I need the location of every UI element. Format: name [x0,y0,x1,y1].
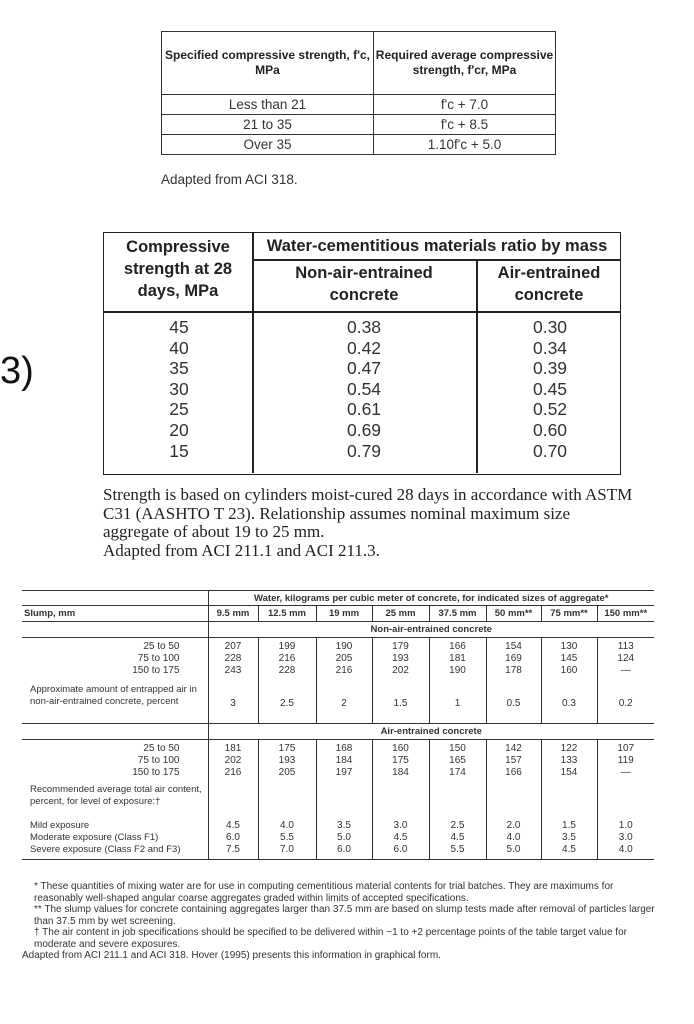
table1-formula-cell: f'c + 7.0 [374,95,556,115]
table3-value-cell: 122 133 154 [541,740,597,784]
table3-value-cell: 1.0 3.0 4.0 [597,820,654,860]
table3-slump-header: Slump, mm [22,606,208,622]
table3-value-cell: 166 181 190 [429,638,486,684]
table2-divider [104,311,620,313]
table3-entrapped-value: 0.3 [541,684,597,724]
table3-blank [22,622,208,638]
table-row [162,115,556,135]
table2-cell: 0.39 [532,358,568,379]
table2-divider [476,260,478,473]
table3-section-non-air: Non-air-entrained concrete [208,622,654,638]
table3-value-cell: 199 216 228 [258,638,316,684]
table1-formula-cell: 1.10f'c + 5.0 [374,135,556,155]
table3-value-cell: 4.5 6.0 7.5 [208,820,258,860]
table2-cell: 0.79 [346,440,382,461]
table3-value-cell: 190 205 216 [316,638,372,684]
table2-header-group: Water-cementitious materials ratio by mass [266,237,608,255]
table2-header-air: Air-entrained concrete [497,264,601,304]
table2-cell: 30 [169,378,189,399]
table3-entrapped-value: 0.2 [597,684,654,724]
table3-entrapped-value: 1.5 [372,684,429,724]
table2-cell: 0.69 [346,419,382,440]
slump-label: 75 to 100 [137,755,180,766]
table2-cell: 0.47 [346,358,382,379]
table2-cell: 0.70 [532,440,568,461]
table2-cell: 0.52 [532,399,568,420]
table-row [22,684,654,724]
table3-size-header: 50 mm** [486,606,541,622]
table3-value-cell: 175 193 205 [258,740,316,784]
table1-formula-cell: f'c + 8.5 [374,115,556,135]
footnote-dagger: † The air content in job specifications should be specified to be delivered within −1 to +2 percentage points of the table target value for moderate and severe exposures. [34,927,627,950]
table1-header-specified [162,32,374,95]
table2-cell: 0.38 [346,317,382,337]
table1-source-note: Adapted from ACI 318. [161,172,298,187]
table3-section-air: Air-entrained concrete [208,724,654,740]
table3-value-cell: 1.5 3.5 4.5 [541,820,597,860]
table3-value-cell: 4.0 5.5 7.0 [258,820,316,860]
table3-blank [22,724,208,740]
table2-cell: 0.45 [532,378,568,399]
table2-strength-column [154,317,204,461]
slump-label: 25 to 50 [143,743,180,754]
footnote-double-star: ** The slump values for concrete containing aggregates larger than 37.5 mm are based on slump tests made after removal of particles larger than 37.5 mm by wet screening. [34,904,655,927]
table1-range-cell: Over 35 [162,135,374,155]
table3-value-cell: 181 202 216 [208,740,258,784]
table3-value-cell: 160 175 184 [372,740,429,784]
table2-cell: 0.42 [346,337,382,358]
table3-entrapped-value: 1 [429,684,486,724]
footnote-star: * These quantities of mixing water are for use in computing cementitious material contents for trial batches. They are maximums for reasonably well-shaped angular coarse aggregates graded within limits of accepted specifications. [34,881,614,904]
table3-recommended-label: Recommended average total air content, percent, for level of exposure:† [30,783,202,807]
table3-value-cell: 2.5 4.5 5.5 [429,820,486,860]
table2-source-text: Adapted from ACI 211.1 and ACI 211.3. [103,540,380,560]
table-row [22,784,654,820]
table1-header-specified-text: Specified compressive strength, f'c, MPa [165,48,370,77]
table3-entrapped-value: 2 [316,684,372,724]
table3-size-header: 9.5 mm [208,606,258,622]
table2-divider [252,233,254,473]
table3-exposure-labels [22,820,208,860]
table3-entrapped-value: 2.5 [258,684,316,724]
footnote-source: Adapted from ACI 211.1 and ACI 318. Hover (1995) presents this information in graphical form. [22,950,441,961]
table2-cell: 25 [169,399,189,420]
table2-note-text: Strength is based on cylinders moist-cured 28 days in accordance with ASTM C31 (AASHTO T 23). Relationship assumes nominal maximum size aggregate of about 19 to 25 mm. [103,485,633,541]
table3-non-air-slumps [22,638,208,684]
table2-header-strength: Compressive strength at 28 days, MPa [123,238,233,300]
required-strength-table [161,31,556,155]
problem-number-label: 3) [0,350,34,392]
table2-cell: 45 [169,317,189,337]
table2-cell: 20 [169,419,189,440]
table-row [162,95,556,115]
table2-cell: 15 [169,440,189,461]
table3-value-cell: 179 193 202 [372,638,429,684]
table3-value-cell: 107 119 — [597,740,654,784]
exposure-label: Moderate exposure (Class F1) [30,831,159,843]
table1-range-cell: Less than 21 [162,95,374,115]
table-row [22,820,654,860]
table3-entrapped-label: Approximate amount of entrapped air in non-air-entrained concrete, percent [22,684,208,724]
table3-value-cell: 3.5 5.0 6.0 [316,820,372,860]
table1-header-required [374,32,556,95]
table-row [162,135,556,155]
table1-range-cell: 21 to 35 [162,115,374,135]
table3-entrapped-value: 0.5 [486,684,541,724]
table3-size-header: 12.5 mm [258,606,316,622]
table2-cell: 40 [169,337,189,358]
table2-cell: 0.54 [346,378,382,399]
table3-size-header: 25 mm [372,606,429,622]
table3-footnotes [22,881,662,962]
mixing-water-table [22,590,654,860]
slump-label: 25 to 50 [143,641,180,652]
table2-note [103,486,633,560]
table2-divider [252,259,620,261]
table3-value-cell: 168 184 197 [316,740,372,784]
table2-header-non-air: Non-air-entrained concrete [295,264,433,304]
table3-size-header: 75 mm** [541,606,597,622]
table3-corner [22,591,208,606]
table3-value-cell: 207 228 243 [208,638,258,684]
table3-value-cell: 142 157 166 [486,740,541,784]
table3-value-cell: 2.0 4.0 5.0 [486,820,541,860]
slump-label: 150 to 175 [132,665,180,676]
table3-value-cell: 3.0 4.5 6.0 [372,820,429,860]
table3-air-slumps [22,740,208,784]
table3-value-cell: 113 124 — [597,638,654,684]
table3-entrapped-value: 3 [208,684,258,724]
table3-size-header: 19 mm [316,606,372,622]
table2-cell: 0.61 [346,399,382,420]
table2-cell: 35 [169,358,189,379]
table3-group-header: Water, kilograms per cubic meter of concrete, for indicated sizes of aggregate* [208,591,654,606]
table3-size-header: 150 mm** [597,606,654,622]
table2-non-air-column [324,317,404,461]
exposure-label: Mild exposure [30,819,90,831]
table-row [22,740,654,784]
table3-value-cell: 130 145 160 [541,638,597,684]
table2-cell: 0.34 [532,337,568,358]
exposure-label: Severe exposure (Class F2 and F3) [30,843,181,855]
table1-header-required-text: Required average compressive strength, f'cr, MPa [375,48,554,77]
table2-air-column [510,317,590,461]
table2-cell: 0.30 [532,317,568,337]
table3-size-header: 37.5 mm [429,606,486,622]
table3-value-cell: 150 165 174 [429,740,486,784]
table-row [22,638,654,684]
water-cement-ratio-table [103,232,621,475]
table2-cell: 0.60 [532,419,568,440]
slump-label: 150 to 175 [132,767,180,778]
table3-value-cell: 154 169 178 [486,638,541,684]
slump-label: 75 to 100 [137,653,180,664]
